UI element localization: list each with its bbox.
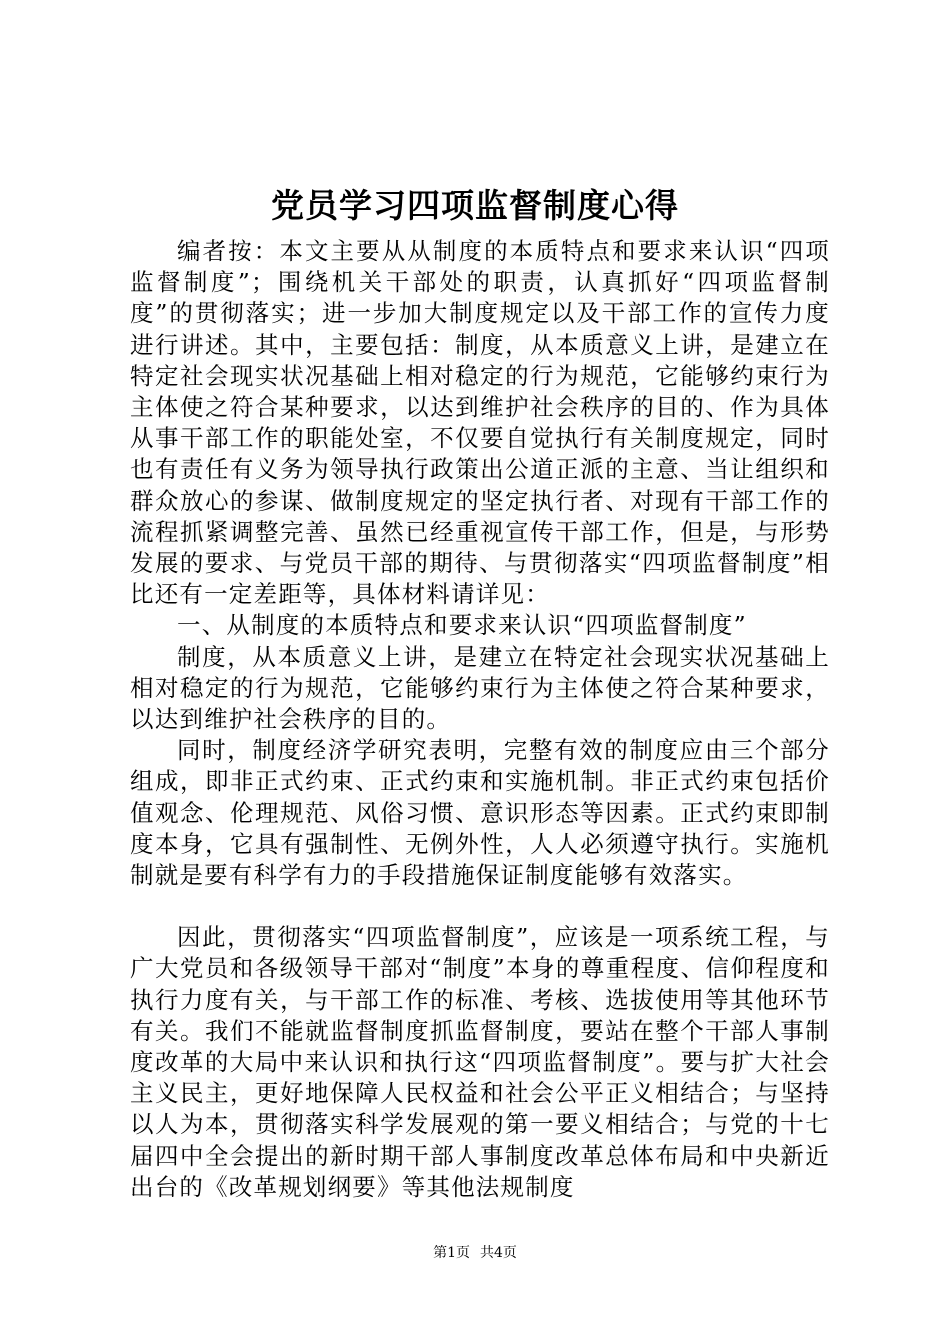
total-pages: 共4页: [480, 1245, 517, 1261]
body-paragraph: 同时，制度经济学研究表明，完整有效的制度应由三个部分组成，即非正式约束、正式约束和实施机制。非正式约束包括价值观念、伦理规范、风俗习惯、意识形态等因素。正式约束即制度本身，它具有强制性、无例外性，人人必须遵守执行。实施机制就是要有科学有力的手段措施保证制度能够有效落实。: [130, 736, 830, 890]
body-paragraph: 制度，从本质意义上讲，是建立在特定社会现实状况基础上相对稳定的行为规范，它能够约束行为主体使之符合某种要求，以达到维护社会秩序的目的。: [130, 642, 830, 734]
page-number: 第1页: [433, 1245, 470, 1261]
body-paragraph: 因此，贯彻落实“四项监督制度”，应该是一项系统工程，与广大党员和各级领导干部对“制度”本身的尊重程度、信仰程度和执行力度有关，与干部工作的标准、考核、选拔使用等其他环节有关。我们不能就监督制度抓监督制度，要站在整个干部人事制度改革的大局中来认识和执行这“四项监督制度”。要与扩大社会主义民主，更好地保障人民权益和社会公平正义相结合；与坚持以人为本，贯彻落实科学发展观的第一要义相结合；与党的十七届四中全会提出的新时期干部人事制度改革总体布局和中央新近出台的《改革规划纲要》等其他法规制度: [130, 923, 830, 1201]
section-heading-1: 一、从制度的本质特点和要求来认识“四项监督制度”: [177, 611, 747, 640]
document-body: [130, 236, 830, 1203]
document-title: 党员学习四项监督制度心得: [271, 186, 679, 225]
editor-note-paragraph: 编者按：本文主要从从制度的本质特点和要求来认识“四项监督制度”；围绕机关干部处的职责，认真抓好“四项监督制度”的贯彻落实；进一步加大制度规定以及干部工作的宣传力度进行讲述。其中，主要包括：制度，从本质意义上讲，是建立在特定社会现实状况基础上相对稳定的行为规范，它能够约束行为主体使之符合某种要求，以达到维护社会秩序的目的、作为具体从事干部工作的职能处室，不仅要自觉执行有关制度规定，同时也有责任有义务为领导执行政策出公道正派的主意、当让组织和群众放心的参谋、做制度规定的坚定执行者、对现有干部工作的流程抓紧调整完善、虽然已经重视宣传干部工作，但是，与形势发展的要求、与党员干部的期待、与贯彻落实“四项监督制度”相比还有一定差距等，具体材料请详见：: [130, 237, 830, 609]
page-footer: [0, 1243, 950, 1263]
